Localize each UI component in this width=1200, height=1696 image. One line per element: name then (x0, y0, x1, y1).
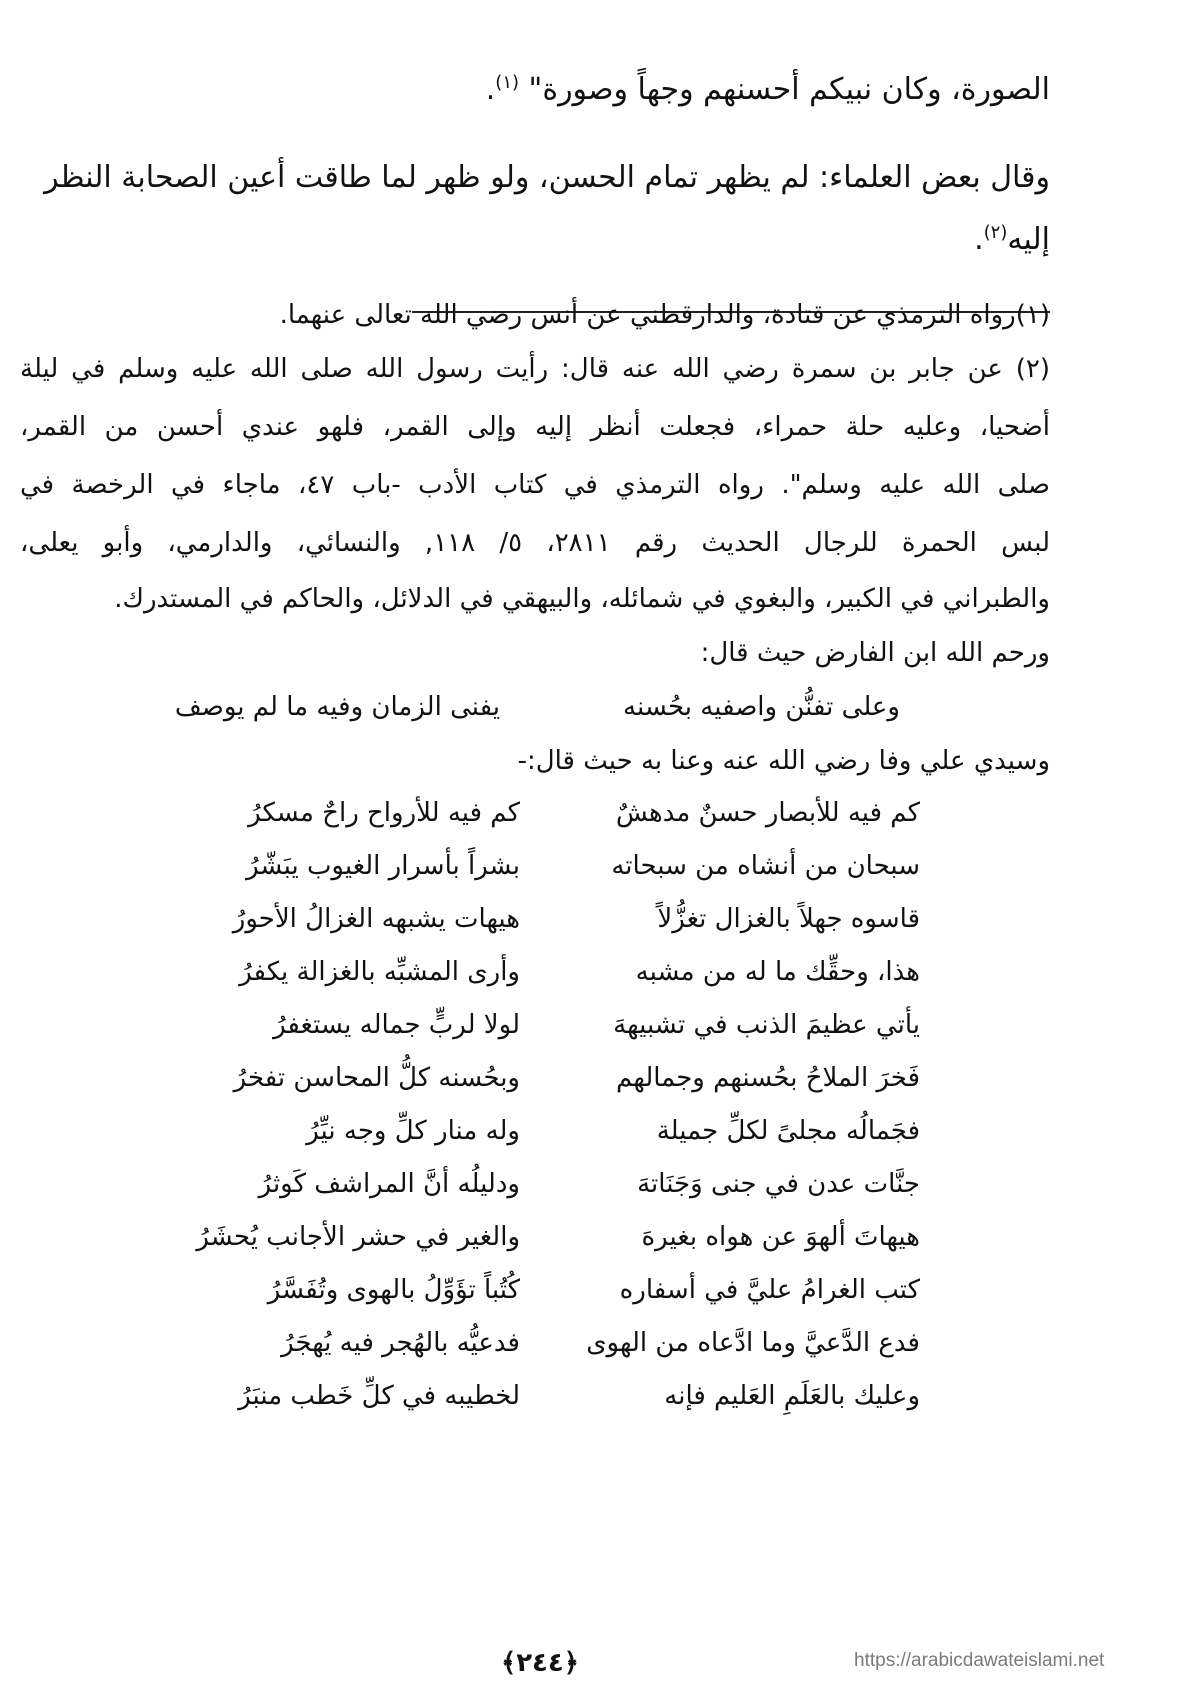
verse-2-right: سبحان من أنشاه من سبحاته (611, 851, 920, 881)
verse-3-left: هيهات يشبهه الغزالُ الأحورُ (232, 904, 520, 934)
poem-1-intro: ورحم الله ابن الفارض حيث قال: (700, 638, 1050, 668)
verse-4-right: هذا، وحقِّك ما له من مشبه (635, 957, 920, 987)
main-text-line-2: وقال بعض العلماء: لم يظهر تمام الحسن، ولو ظهر لما طاقت أعين الصحابة النظر (44, 160, 1050, 195)
main-text-line-3 (974, 222, 1050, 257)
verse-9-left: والغير في حشر الأجانب يُحشَرُ (196, 1222, 520, 1252)
footnote-2-line-1: (٢) عن جابر بن سمرة رضي الله عنه قال: رأيت رسول الله صلى الله عليه وسلم في ليلة (20, 354, 1050, 384)
verse-7-left: وله منار كلِّ وجه نيِّرُ (306, 1116, 520, 1146)
verse-12-left: لخطيبه في كلِّ خَطب منبَرُ (238, 1381, 520, 1411)
footnote-1: (١)رواه الترمذي عن قتادة، والدارقطني عن أنس رضي الله تعالى عنهما. (279, 300, 1050, 330)
verse-5-right: يأتي عظيمَ الذنب في تشبيههَ (613, 1010, 920, 1040)
verse-10-right: كتب الغرامُ عليَّ في أسفاره (619, 1275, 920, 1305)
footnote-2-line-2: أضحيا، وعليه حلة حمراء، فجعلت أنظر إليه وإلى القمر، فلهو عندي أحسن من القمر، (20, 412, 1050, 442)
poem-1-left-hemistich: يفنى الزمان وفيه ما لم يوصف (174, 692, 500, 722)
verse-8-left: ودليلُه أنَّ المراشف كَوثرُ (258, 1169, 520, 1199)
verse-7-right: فجَمالُه مجلىً لكلِّ جميلة (656, 1116, 920, 1146)
verse-12-right: وعليك بالعَلَمِ العَليم فإنه (664, 1381, 920, 1411)
verse-6-right: فَخرَ الملاحُ بحُسنهم وجمالهم (616, 1063, 920, 1093)
verse-6-left: وبحُسنه كلُّ المحاسن تفخرُ (233, 1063, 520, 1093)
verse-2-left: بشراً بأسرار الغيوب يبَشّرُ (246, 851, 520, 881)
verse-8-right: جنَّات عدن في جنى وَجَنَاتهَ (637, 1169, 920, 1199)
watermark-url: https://arabicdawateislami.net (854, 1650, 1105, 1671)
main-text-line-3-body: إليه (1007, 222, 1050, 257)
verse-3-right: قاسوه جهلاً بالغزال تغزُّلاً (657, 904, 920, 934)
verse-1-left: كم فيه للأرواح راحٌ مسكرُ (248, 798, 520, 828)
poem-1-right-hemistich: وعلى تفنُّن واصفيه بحُسنه (623, 692, 900, 722)
main-text-line-1-body: الصورة، وكان نبيكم أحسنهم وجهاً وصورة" (519, 72, 1050, 107)
verse-9-right: هيهاتَ ألهوَ عن هواه بغيرهَ (641, 1222, 920, 1252)
verse-11-left: فدعيُّه بالهُجر فيه يُهجَرُ (281, 1328, 520, 1358)
verse-11-right: فدع الدَّعيَّ وما ادَّعاه من الهوى (586, 1328, 920, 1358)
footnote-ref-1: (١) (495, 72, 520, 93)
verse-1-right: كم فيه للأبصار حسنٌ مدهشٌ (615, 798, 920, 828)
main-text-line-1 (486, 72, 1050, 107)
footnote-ref-2: (٢) (983, 222, 1008, 243)
verse-10-left: كُتُباً تؤَوِّلُ بالهوى وتُفَسَّرُ (267, 1275, 520, 1305)
poem-2-intro: وسيدي علي وفا رضي الله عنه وعنا به حيث قال:- (517, 746, 1050, 776)
main-text-line-3-end: . (974, 222, 984, 257)
footnote-2-line-4: لبس الحمرة للرجال الحديث رقم ٢٨١١، ٥/ ١١٨, والنسائي، والدارمي، وأبو يعلى، (20, 528, 1050, 558)
main-text-line-1-end: . (485, 72, 496, 107)
verse-5-left: لولا لربٍّ جماله يستغفرُ (273, 1010, 520, 1040)
footnote-2-line-3: صلى الله عليه وسلم". رواه الترمذي في كتاب الأدب -باب ٤٧، ماجاء في الرخصة في (20, 470, 1050, 500)
verse-4-left: وأرى المشبِّه بالغزالة يكفرُ (239, 957, 520, 987)
footnote-2-line-5: والطبراني في الكبير، والبغوي في شمائله، والبيهقي في الدلائل، والحاكم في المستدرك. (114, 584, 1050, 614)
page-number: ﴿٢٤٤﴾ (500, 1648, 580, 1678)
